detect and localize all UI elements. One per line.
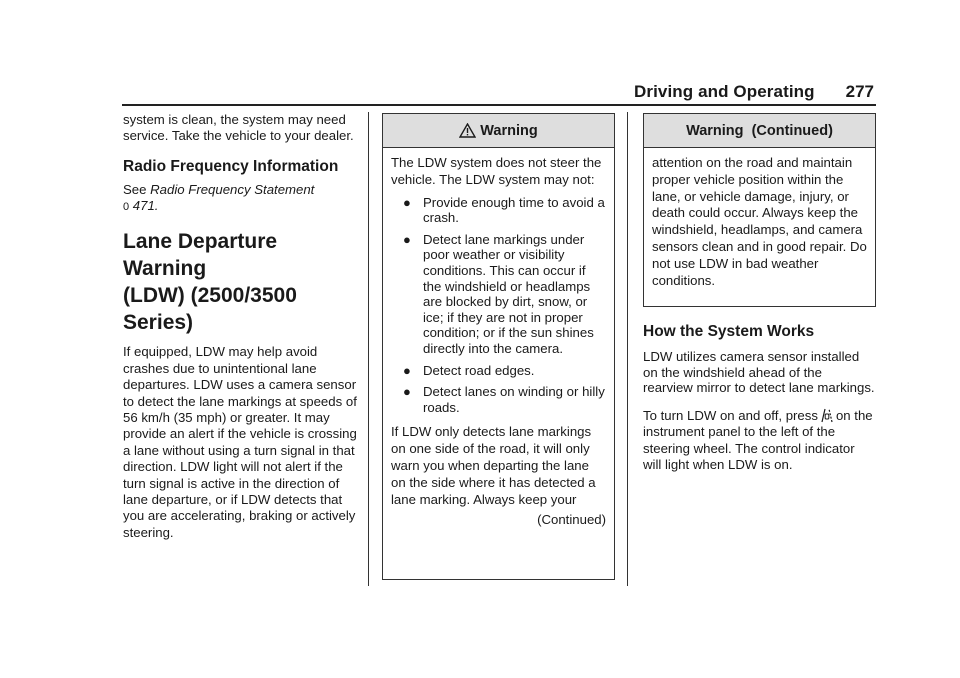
how-system-works-body: LDW utilizes camera sensor installed on the windshield ahead of the rearview mirror to detect lane markings. <box>643 349 875 396</box>
warning-body <box>383 148 614 529</box>
warning-continued-text: attention on the road and maintain proper vehicle position within the lane, or vehicle damage, injury, or death could occur. Always keep the windshield, headlamps, and camera sensors clean and in good repair. Do not use LDW in bad weather conditions. <box>652 155 867 288</box>
bullet-icon: ● <box>403 231 411 247</box>
turn-on-rest: the instrument panel to the left of the steering wheel. The control indicator will light when LDW is on. <box>643 407 873 472</box>
header-rule <box>122 104 876 106</box>
warning-title: Warning <box>480 122 538 139</box>
ldw-body: If equipped, LDW may help avoid crashes due to unintentional lane departures. LDW uses a camera sensor to detect the lane markings at speeds of 56 km/h (35 mph) or greater. It may provide an alert if the vehicle is crossing a lane without using a turn signal in that direction. LDW light will not alert if the turn signal is active in the direction of lane departure, or if LDW detects that you are accelerating, braking or actively steering. <box>123 344 357 540</box>
rf-paragraph <box>123 182 361 215</box>
bullet-icon: ● <box>403 194 411 210</box>
page-header <box>632 82 876 104</box>
bullet-text: Detect lanes on winding or hilly roads. <box>423 384 605 415</box>
warning-triangle-icon <box>459 123 476 138</box>
page-ref-icon: 0 <box>123 200 130 213</box>
continued-label: (Continued) <box>537 512 606 528</box>
bullet-text: Detect lane markings under poor weather or visibility conditions. This can occur if the windshield or headlamps are blocked by dirt, snow, or ice; if they are not in proper condition; or if the sun shines directly into the camera. <box>423 231 594 356</box>
turn-on-paragraph <box>643 407 875 474</box>
column-divider-right <box>627 112 628 586</box>
column-left <box>123 112 361 541</box>
page-number: 277 <box>845 82 874 101</box>
rf-page-ref[interactable]: 471. <box>132 197 159 213</box>
column-divider-left <box>368 112 369 586</box>
rf-reference[interactable]: Radio Frequency Statement <box>150 182 315 198</box>
turn-on-suffix: on <box>835 407 851 423</box>
warning-bullet <box>391 232 606 357</box>
section-title: Driving and Operating <box>634 82 815 101</box>
bullet-icon: ● <box>403 384 411 400</box>
bullet-text: Provide enough time to avoid a crash. <box>423 194 605 226</box>
warning-continued-body <box>644 148 875 289</box>
intro-paragraph: system is clean, the system may need service. Take the vehicle to your dealer. <box>123 112 354 143</box>
warning-bullet <box>391 195 606 226</box>
ldw-heading-line-1: Lane Departure Warning <box>123 230 278 281</box>
warning-outro: If LDW only detects lane markings on one side of the road, it will only warn you when departing the lane on the side where it has detected a lane marking. Always keep your <box>391 424 596 507</box>
rf-heading: Radio Frequency Information <box>123 158 339 176</box>
how-system-works-heading: How the System Works <box>643 323 815 340</box>
warning-continued-header <box>644 114 875 148</box>
ldw-heading-line-2: (LDW) (2500/3500 Series) <box>123 284 297 335</box>
warning-continued-title: Warning (Continued) <box>686 122 833 139</box>
lane-departure-icon <box>820 407 834 423</box>
warning-bullet <box>391 384 606 415</box>
warning-bullet <box>391 363 606 379</box>
warning-continued-box <box>643 113 876 307</box>
warning-box <box>382 113 615 580</box>
bullet-icon: ● <box>403 362 411 378</box>
turn-on-text: To turn LDW on and off, press <box>643 407 818 423</box>
column-right <box>643 322 875 473</box>
bullet-text: Detect road edges. <box>423 362 535 378</box>
rf-see-text: See <box>123 182 147 198</box>
warning-intro: The LDW system does not steer the vehicle. The LDW system may not: <box>391 155 602 187</box>
warning-header <box>383 114 614 148</box>
